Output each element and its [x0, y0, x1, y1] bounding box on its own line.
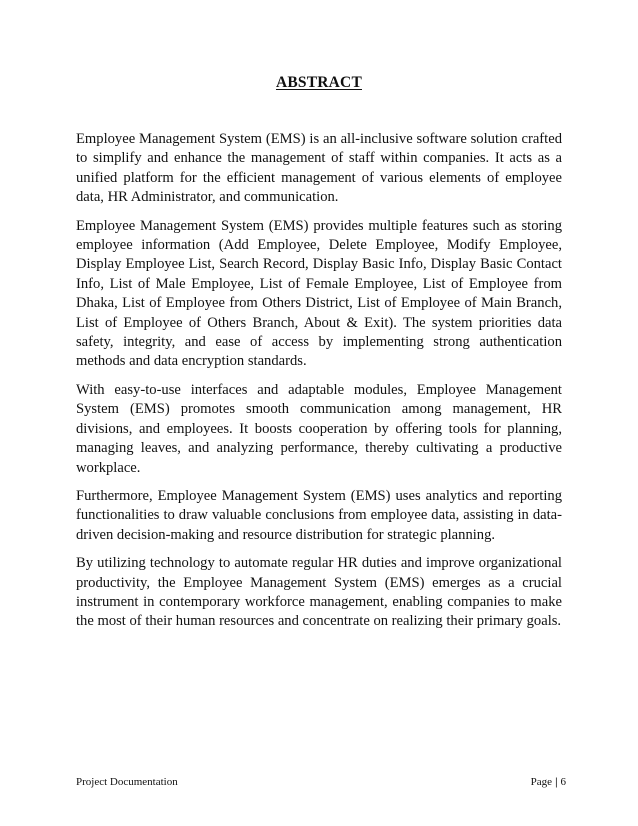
page-title: ABSTRACT — [275, 74, 362, 91]
paragraph-3: With easy-to-use interfaces and adaptable modules, Employee Management System (EMS) promotes smooth communication among management, HR divisions, and employees. It boosts cooperation by offering tools for planning, managing leaves, and analyzing performance, thereby cultivating a productive workplace. — [76, 381, 562, 476]
page-number — [531, 776, 566, 788]
paragraph-4: Furthermore, Employee Management System (EMS) uses analytics and reporting functionalities to draw valuable conclusions from employee data, assisting in data-driven decision-making and resource distribution for strategic planning. — [76, 487, 562, 543]
paragraph-5: By utilizing technology to automate regular HR duties and improve organizational productivity, the Employee Management System (EMS) emerges as a crucial instrument in contemporary workforce management, enabling companies to make the most of their human resources and concentrate on realizing their primary goals. — [76, 555, 562, 630]
abstract-body — [76, 130, 562, 641]
page-number-separator: | — [555, 776, 558, 788]
page-footer — [76, 776, 566, 788]
footer-label: Project Documentation — [76, 776, 178, 788]
page-number-label: Page — [530, 776, 553, 788]
page-number-value: 6 — [560, 776, 566, 788]
paragraph-2: Employee Management System (EMS) provides multiple features such as storing employee information (Add Employee, Delete Employee, Modify Employee, Display Employee List, Search Record, Display Basic Info, Display Basic Contact Info, List of Male Employee, List of Female Employee, List of Employee from Dhaka, List of Employee from Others District, List of Employee of Main Branch, List of Employee of Others Branch, About & Exit). The system priorities data safety, integrity, and ease of access by implementing strong authentication methods and data encryption standards. — [76, 217, 562, 370]
paragraph-1: Employee Management System (EMS) is an all-inclusive software solution crafted to simplify and enhance the management of staff within companies. It acts as a unified platform for the efficient management of various elements of employee data, HR Administrator, and communication. — [76, 131, 562, 206]
